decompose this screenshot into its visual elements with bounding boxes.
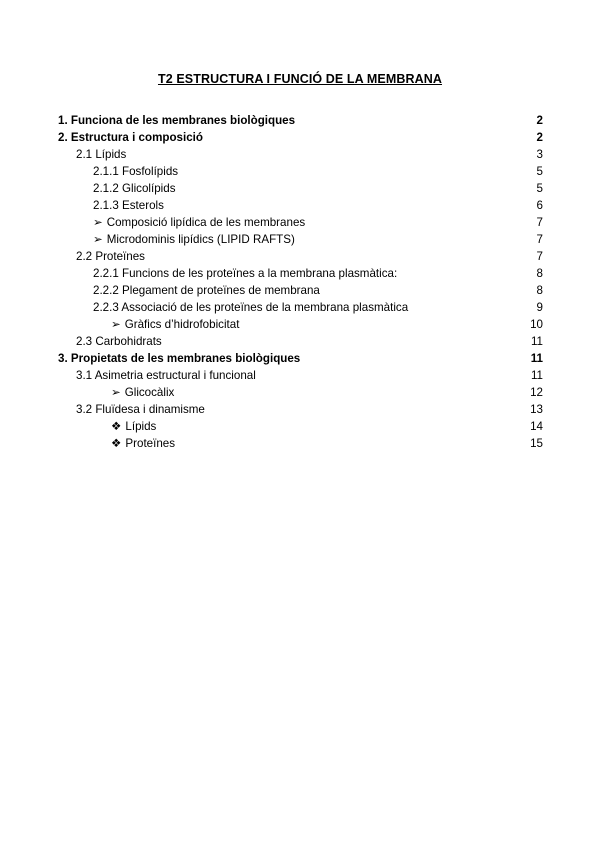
toc-entry-page-number: 11 (530, 369, 543, 382)
toc-entry[interactable] (58, 180, 543, 197)
toc-entry-label (111, 316, 239, 333)
diamond-bullet-icon: ❖ (111, 420, 122, 433)
toc-entry[interactable] (58, 333, 543, 350)
toc-entry-label (111, 384, 174, 401)
toc-entry-label (111, 418, 156, 435)
toc-entry-page-number: 10 (530, 318, 543, 331)
toc-entry-text: 3.2 Fluïdesa i dinamisme (76, 403, 205, 416)
toc-entry-label (76, 367, 256, 384)
toc-entry-label (58, 350, 300, 367)
toc-entry[interactable] (58, 384, 543, 401)
diamond-bullet-icon: ❖ (111, 437, 122, 450)
toc-entry-page-number: 13 (530, 403, 543, 416)
toc-entry-label (111, 435, 175, 452)
arrowhead-bullet-icon: ➢ (93, 216, 103, 229)
toc-entry-label (58, 112, 295, 129)
document-title: T2 ESTRUCTURA I FUNCIÓ DE LA MEMBRANA (157, 72, 443, 86)
toc-entry[interactable] (58, 129, 543, 146)
toc-entry-label (76, 333, 162, 350)
toc-entry-page-number: 7 (536, 250, 543, 263)
toc-entry[interactable] (58, 248, 543, 265)
toc-entry-label (93, 299, 408, 316)
toc-entry[interactable] (58, 299, 543, 316)
toc-entry-label (76, 146, 126, 163)
toc-entry-page-number: 15 (530, 437, 543, 450)
toc-entry-label (93, 265, 397, 282)
arrowhead-bullet-icon: ➢ (111, 386, 121, 399)
toc-entry-page-number: 14 (530, 420, 543, 433)
toc-entry[interactable] (58, 112, 543, 129)
toc-entry[interactable] (58, 401, 543, 418)
toc-entry-text: Lípids (125, 420, 157, 433)
toc-entry-text: 2.1.3 Esterols (93, 199, 164, 212)
toc-entry-text: 3.1 Asimetria estructural i funcional (76, 369, 256, 382)
toc-entry-text: 2.3 Carbohidrats (76, 335, 162, 348)
toc-entry-page-number: 7 (536, 216, 543, 229)
toc-entry-text: 2.2 Proteïnes (76, 250, 145, 263)
toc-entry-text: 2.2.2 Plegament de proteïnes de membrana (93, 284, 320, 297)
toc-entry-page-number: 12 (530, 386, 543, 399)
toc-entry-label (93, 214, 305, 231)
toc-entry-page-number: 11 (530, 335, 543, 348)
toc-entry-page-number: 3 (536, 148, 543, 161)
arrowhead-bullet-icon: ➢ (111, 318, 121, 331)
toc-entry-text: 2.1 Lípids (76, 148, 127, 161)
toc-entry-page-number: 5 (536, 165, 543, 178)
toc-entry-label (93, 231, 295, 248)
toc-entry-text: 2.1.2 Glicolípids (93, 182, 176, 195)
toc-entry-page-number: 8 (536, 267, 543, 280)
toc-entry[interactable] (58, 197, 543, 214)
toc-entry-text: Microdominis lipídics (LIPID RAFTS) (106, 233, 295, 246)
toc-entry[interactable] (58, 435, 543, 452)
toc-entry[interactable] (58, 146, 543, 163)
toc-entry-page-number: 11 (530, 352, 543, 365)
toc-entry[interactable] (58, 265, 543, 282)
toc-entry[interactable] (58, 214, 543, 231)
toc-entry-page-number: 7 (536, 233, 543, 246)
toc-entry-text: 3. Propietats de les membranes biològiques (58, 352, 301, 365)
toc-entry[interactable] (58, 316, 543, 333)
toc-entry-text: 1. Funciona de les membranes biològiques (58, 114, 296, 127)
toc-entry[interactable] (58, 163, 543, 180)
toc-entry[interactable] (58, 418, 543, 435)
toc-entry-text: Proteïnes (125, 437, 176, 450)
table-of-contents (58, 112, 543, 452)
toc-entry-text: Gràfics d’hidrofobicitat (124, 318, 240, 331)
toc-entry-label (76, 401, 205, 418)
toc-entry-text: Glicocàlix (124, 386, 175, 399)
arrowhead-bullet-icon: ➢ (93, 233, 103, 246)
toc-entry[interactable] (58, 350, 543, 367)
toc-entry-page-number: 2 (536, 114, 543, 127)
toc-entry-label (93, 180, 176, 197)
toc-entry-label (93, 197, 164, 214)
toc-entry-page-number: 8 (536, 284, 543, 297)
toc-entry-label (76, 248, 145, 265)
toc-entry-label (93, 163, 178, 180)
toc-entry[interactable] (58, 367, 543, 384)
toc-entry-page-number: 2 (536, 131, 543, 144)
toc-entry-page-number: 9 (536, 301, 543, 314)
toc-entry-label (58, 129, 203, 146)
toc-entry-label (93, 282, 320, 299)
toc-entry-page-number: 5 (536, 182, 543, 195)
toc-entry-text: 2.2.1 Funcions de les proteïnes a la membrana plasmàtica: (93, 267, 398, 280)
toc-entry-text: 2.1.1 Fosfolípids (93, 165, 179, 178)
toc-entry[interactable] (58, 282, 543, 299)
toc-entry[interactable] (58, 231, 543, 248)
toc-entry-text: Composició lipídica de les membranes (106, 216, 306, 229)
toc-entry-text: 2. Estructura i composició (58, 131, 203, 144)
toc-entry-page-number: 6 (536, 199, 543, 212)
toc-entry-text: 2.2.3 Associació de les proteïnes de la membrana plasmàtica (93, 301, 409, 314)
